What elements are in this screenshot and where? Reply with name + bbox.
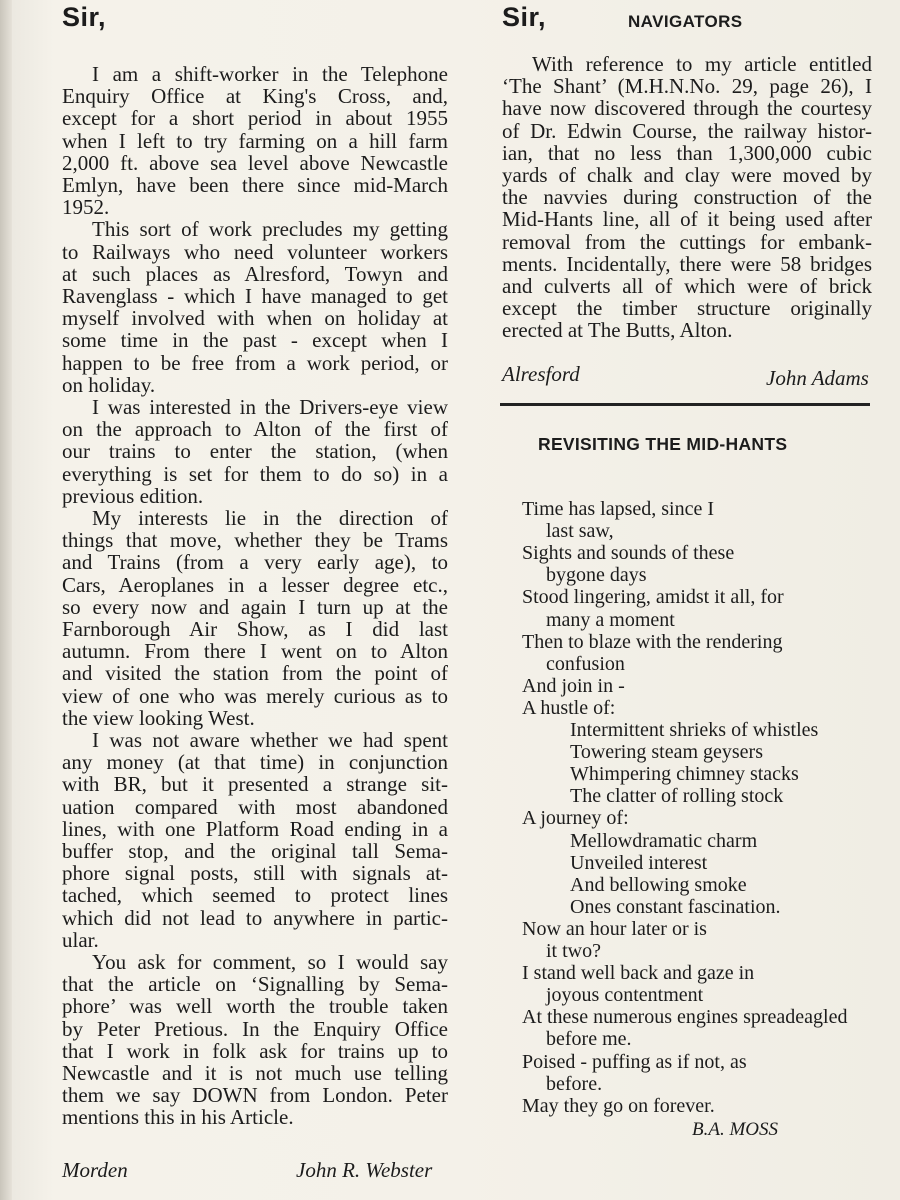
poem-line: Now an hour later or is — [522, 917, 707, 940]
left-letter-line: phore signal posts, still with signals at- — [62, 861, 448, 886]
poem-line: it two? — [546, 940, 601, 962]
poem-line: I stand well back and gaze in — [522, 962, 755, 985]
poem-line: A journey of: — [522, 807, 629, 830]
left-letter-line: I was interested in the Drivers-eye view — [92, 395, 448, 419]
left-letter-line: that I work in folk ask for trains up to — [62, 1038, 448, 1063]
poem-line: confusion — [546, 652, 625, 675]
poem-line: Poised - puffing as if not, as — [522, 1050, 747, 1073]
left-letter-line: that the article on ‘Signalling by Sema- — [62, 972, 448, 997]
left-letter-line: happen to be free from a work period, or — [62, 350, 448, 375]
left-letter-line: I am a shift-worker in the Telephone — [92, 62, 448, 86]
left-letter-line: some time in the past - except when I — [62, 328, 448, 353]
poem-line: before. — [546, 1072, 603, 1095]
left-letter-line: so every now and again I turn up at the — [62, 594, 448, 619]
right-letter-line: the navvies during construction of the — [502, 185, 872, 210]
left-letter-line: by Peter Pretious. In the Enquiry Office — [62, 1016, 448, 1041]
left-letter-line: view of one who was merely curious as to — [62, 683, 448, 708]
navigators-heading: NAVIGATORS — [628, 12, 743, 31]
right-letter-line: ian, that no less than 1,300,000 cubic — [502, 140, 872, 165]
poem-line: A hustle of: — [522, 696, 616, 719]
left-letter-line: tached, which seemed to protect lines — [62, 883, 448, 908]
left-letter-line: Ravenglass - which I have managed to get — [62, 284, 448, 308]
left-letter-line: things that move, whether they be Trams — [62, 528, 448, 553]
right-letter-line: and culverts all of which were of brick — [502, 274, 872, 298]
left-letter-line: Newcastle and it is not much use telling — [62, 1061, 448, 1085]
left-letter-line: at such places as Alresford, Towyn and — [62, 261, 448, 286]
poem-line: Mellowdramatic charm — [570, 829, 758, 852]
left-letter-line: 2,000 ft. above sea level above Newcastle — [62, 150, 448, 175]
poem-line: Then to blaze with the rendering — [522, 630, 783, 653]
poem-author: B.A. MOSS — [692, 1119, 779, 1140]
left-letter-line: You ask for comment, so I would say — [92, 950, 448, 974]
poem-line: Intermittent shrieks of whistles — [570, 719, 819, 741]
left-letter-place: Morden — [62, 1158, 128, 1182]
left-letter-author: John R. Webster — [296, 1158, 433, 1182]
left-letter-line: mentions this in his Article. — [62, 1105, 294, 1130]
right-letter-place: Alresford — [502, 362, 580, 386]
poem-line: Time has lapsed, since I — [522, 498, 715, 520]
right-letter-line: ments. Incidentally, there were 58 bridges — [502, 251, 872, 276]
left-letter-line: except for a short period in about 1955 — [62, 106, 448, 131]
right-letter-line: Mid-Hants line, all of it being used after — [502, 207, 872, 232]
left-letter-line: lines, with one Platform Road ending in a — [62, 816, 448, 841]
left-letter-line: them we say DOWN from London. Peter — [62, 1083, 448, 1108]
poem-line: At these numerous engines spreadeagled — [522, 1006, 848, 1029]
poem-line: Unveiled interest — [570, 851, 708, 874]
left-letter-line: with BR, but it presented a strange sit- — [62, 772, 448, 797]
poem-line: Stood lingering, amidst it all, for — [522, 586, 784, 609]
left-letter-line: everything is set for them to do so) in a — [62, 461, 448, 486]
left-letter-line: to Railways who need volunteer workers — [62, 239, 448, 264]
left-letter-line: 1952. — [62, 195, 110, 220]
right-letter-line: have now discovered through the courtesy — [502, 96, 872, 121]
left-letter-line: buffer stop, and the original tall Sema- — [62, 839, 448, 863]
right-letter-author: John Adams — [766, 366, 869, 390]
section-divider — [500, 403, 870, 406]
poem-line: May they go on forever. — [522, 1094, 715, 1117]
poem-line: Ones constant fascination. — [570, 895, 781, 918]
poem-line: Whimpering chimney stacks — [570, 763, 799, 786]
poem-title: REVISITING THE MID-HANTS — [538, 434, 788, 454]
poem-line: before me. — [546, 1028, 632, 1051]
poem-line: joyous contentment — [546, 984, 704, 1007]
right-letter-line: removal from the cuttings for embank- — [502, 229, 872, 254]
right-letter-line: erected at The Butts, Alton. — [502, 318, 733, 343]
poem-line: last saw, — [546, 520, 614, 543]
left-letter-line: and visited the station from the point of — [62, 661, 448, 686]
poem-line: bygone days — [546, 564, 647, 587]
right-letter-line: With reference to my article entitled — [532, 52, 872, 76]
left-letter-line: This sort of work precludes my getting — [92, 217, 448, 242]
poem-line: Sights and sounds of these — [522, 542, 735, 565]
poem-line: And bellowing smoke — [570, 873, 747, 896]
left-letter-line: Emlyn, have been there since mid-March — [62, 173, 448, 197]
poem-line: The clatter of rolling stock — [570, 785, 784, 808]
left-letter-line: on holiday. — [62, 372, 156, 397]
right-letter-line: except the timber structure originally — [502, 296, 872, 321]
right-salutation: Sir, — [502, 2, 547, 32]
poem-line: And join in - — [522, 674, 625, 697]
left-letter-line: Cars, Aeroplanes in a lesser degree etc., — [62, 572, 448, 597]
poem-line: Towering steam geysers — [570, 741, 763, 764]
left-letter-line: any money (at that time) in conjunction — [62, 750, 448, 775]
left-letter-line: which did not lead to anywhere in partic- — [62, 905, 448, 930]
left-letter-line: the view looking West. — [62, 705, 255, 730]
right-letter-line: of Dr. Edwin Course, the railway histor- — [502, 118, 872, 143]
left-letter-line: uation compared with most abandoned — [62, 794, 448, 819]
left-letter-line: Enquiry Office at King's Cross, and, — [62, 84, 448, 109]
left-letter-line: I was not aware whether we had spent — [92, 728, 448, 752]
left-letter-line: phore’ was well worth the trouble taken — [62, 994, 448, 1019]
left-letter-line: Farnborough Air Show, as I did last — [62, 617, 448, 641]
left-letter-line: ular. — [62, 927, 99, 952]
left-letter-line: our trains to enter the station, (when — [62, 439, 448, 464]
left-letter-line: autumn. From there I went on to Alton — [62, 639, 448, 664]
left-letter-line: myself involved with when on holiday at — [62, 306, 448, 331]
page-gutter-shadow — [0, 0, 12, 1200]
left-letter-line: previous edition. — [62, 483, 204, 508]
poem-line: many a moment — [546, 608, 675, 631]
left-salutation: Sir, — [62, 2, 107, 32]
left-letter-line: My interests lie in the direction of — [92, 506, 448, 530]
left-letter-line: on the approach to Alton of the first of — [62, 417, 448, 442]
right-letter-line: ‘The Shant’ (M.H.N.No. 29, page 26), I — [502, 74, 872, 99]
left-letter-line: when I left to try farming on a hill farm — [62, 128, 448, 153]
right-letter-line: yards of chalk and clay were moved by — [502, 163, 872, 187]
left-letter-line: and Trains (from a very early age), to — [62, 550, 448, 575]
